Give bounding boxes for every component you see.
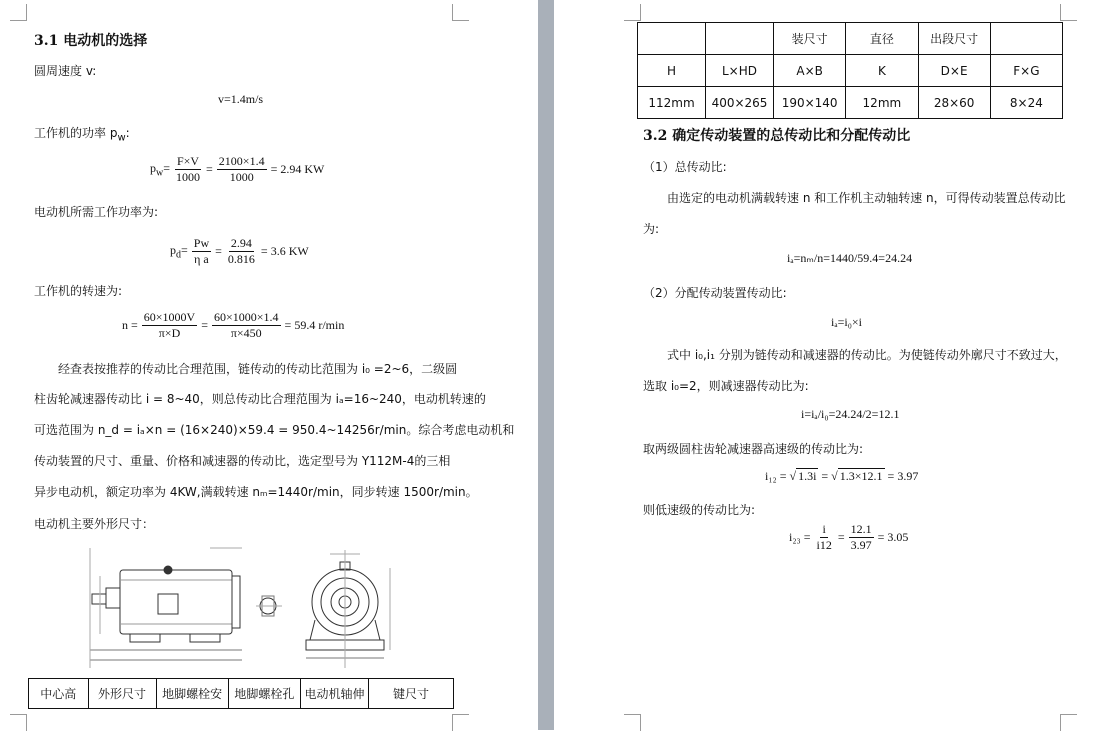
pd-equation: $p_d=$ $\frac{Pw}{\text{η a}}$ = $\frac{2.94}{0.816}$ = 3.6 KW	[170, 236, 309, 266]
corner-mark	[1060, 714, 1077, 731]
n-label: 工作机的转速为:	[34, 284, 123, 298]
paragraph-line: 选取 i₀=2，则减速器传动比为:	[643, 379, 809, 393]
document-page-right	[554, 0, 1110, 730]
corner-mark	[452, 714, 469, 731]
dimensions-table-header	[28, 678, 454, 709]
corner-mark	[624, 714, 641, 731]
subsection-label: （1）总传动比:	[643, 160, 727, 174]
table-header-cell: 地脚螺栓安	[156, 679, 228, 709]
table-cell: F×G	[990, 55, 1062, 87]
table-cell: 112mm	[638, 87, 706, 119]
table-cell	[990, 23, 1062, 55]
table-cell: 装尺寸	[774, 23, 846, 55]
table-cell: D×E	[918, 55, 990, 87]
table-header-cell: 外形尺寸	[88, 679, 156, 709]
table-cell: 直径	[846, 23, 918, 55]
document-page-left	[0, 0, 538, 730]
table-header-cell: 中心高	[29, 679, 89, 709]
subsection-label: （2）分配传动装置传动比:	[643, 286, 787, 300]
table-cell: 8×24	[990, 87, 1062, 119]
total-ratio-equation: iₐ=nₘ/n=1440/59.4=24.24	[787, 251, 913, 265]
ratio-split-equation: iₐ=i₀×i	[831, 315, 863, 329]
table-cell: A×B	[774, 55, 846, 87]
section-heading: 3.1 电动机的选择	[34, 33, 148, 49]
table-cell	[706, 23, 774, 55]
paragraph-line: 由选定的电动机满载转速 n 和工作机主动轴转速 n，可得传动装置总传动比	[667, 191, 1066, 205]
paragraph-line: 经查表按推荐的传动比合理范围，链传动的传动比范围为 i₀ =2~6，二级圆	[58, 362, 458, 376]
table-cell: K	[846, 55, 918, 87]
n-equation: n = $\frac{60\times 1000V}{\pi\times D}$ = $\frac{60\times 1000\times 1.4}{\pi\times 450}$ = 59.4 r/min	[122, 310, 345, 340]
table-row	[638, 23, 1063, 55]
table-cell: L×HD	[706, 55, 774, 87]
pw-label: 工作机的功率 $p_w$:	[34, 126, 130, 144]
pw-equation: $p_w=$ $\frac{F\times V}{1000}$ = $\frac{2100\times 1.4}{1000}$ = 2.94 KW	[150, 154, 325, 184]
table-cell: H	[638, 55, 706, 87]
table-header-cell: 地脚螺栓孔	[228, 679, 300, 709]
paragraph-line: 式中 i₀,i₁ 分别为链传动和减速器的传动比。为使链传动外廓尺寸不致过大，	[667, 348, 1067, 362]
reducer-ratio-equation: i=iₐ/i₀=24.24/2=12.1	[801, 407, 900, 421]
speed-equation: v=1.4m/s	[218, 92, 264, 106]
paragraph-line: 异步电动机，额定功率为 4KW,满载转速 nₘ=1440r/min，同步转速 1500r/min。	[34, 485, 478, 499]
corner-mark	[10, 714, 27, 731]
corner-mark	[10, 4, 27, 21]
table-row	[638, 55, 1063, 87]
paragraph-line: 取两级圆柱齿轮减速器高速级的传动比为:	[643, 442, 864, 456]
table-row	[638, 87, 1063, 119]
dims-label: 电动机主要外形尺寸：	[34, 517, 155, 531]
table-cell: 190×140	[774, 87, 846, 119]
table-cell: 出段尺寸	[918, 23, 990, 55]
table-cell	[638, 23, 706, 55]
paragraph-line: 为:	[643, 222, 660, 236]
table-cell: 12mm	[846, 87, 918, 119]
speed-label: 圆周速度 v:	[34, 64, 97, 78]
table-cell: 400×265	[706, 87, 774, 119]
corner-mark	[452, 4, 469, 21]
dimensions-table	[637, 22, 1063, 119]
section-heading: 3.2 确定传动装置的总传动比和分配传动比	[643, 128, 911, 144]
paragraph-line: 可选范围为 n_d = iₐ×n = (16×240)×59.4 = 950.4~14256r/min。综合考虑电动机和	[34, 423, 515, 437]
paragraph-line: 则低速级的传动比为:	[643, 503, 756, 517]
corner-mark	[1060, 4, 1077, 21]
corner-mark	[624, 4, 641, 21]
motor-outline-drawing	[70, 540, 450, 672]
table-cell: 28×60	[918, 87, 990, 119]
high-speed-ratio-equation: i₁₂ = √ 1.3i = √ 1.3×12.1 = 3.97	[765, 468, 919, 483]
paragraph-line: 传动装置的尺寸、重量、价格和减速器的传动比，选定型号为 Y112M-4的三相	[34, 454, 451, 468]
table-header-cell: 电动机轴伸	[301, 679, 369, 709]
paragraph-line: 柱齿轮减速器传动比 i = 8~40，则总传动比合理范围为 iₐ=16~240，电动机转速的	[34, 392, 486, 406]
table-header-cell: 键尺寸	[369, 679, 454, 709]
low-speed-ratio-equation: i₂₃ = $\frac{i}{i12}$ = $\frac{12.1}{3.97}$ = 3.05	[789, 522, 909, 552]
pd-label: 电动机所需工作功率为:	[34, 205, 159, 219]
page-gap	[538, 0, 554, 730]
